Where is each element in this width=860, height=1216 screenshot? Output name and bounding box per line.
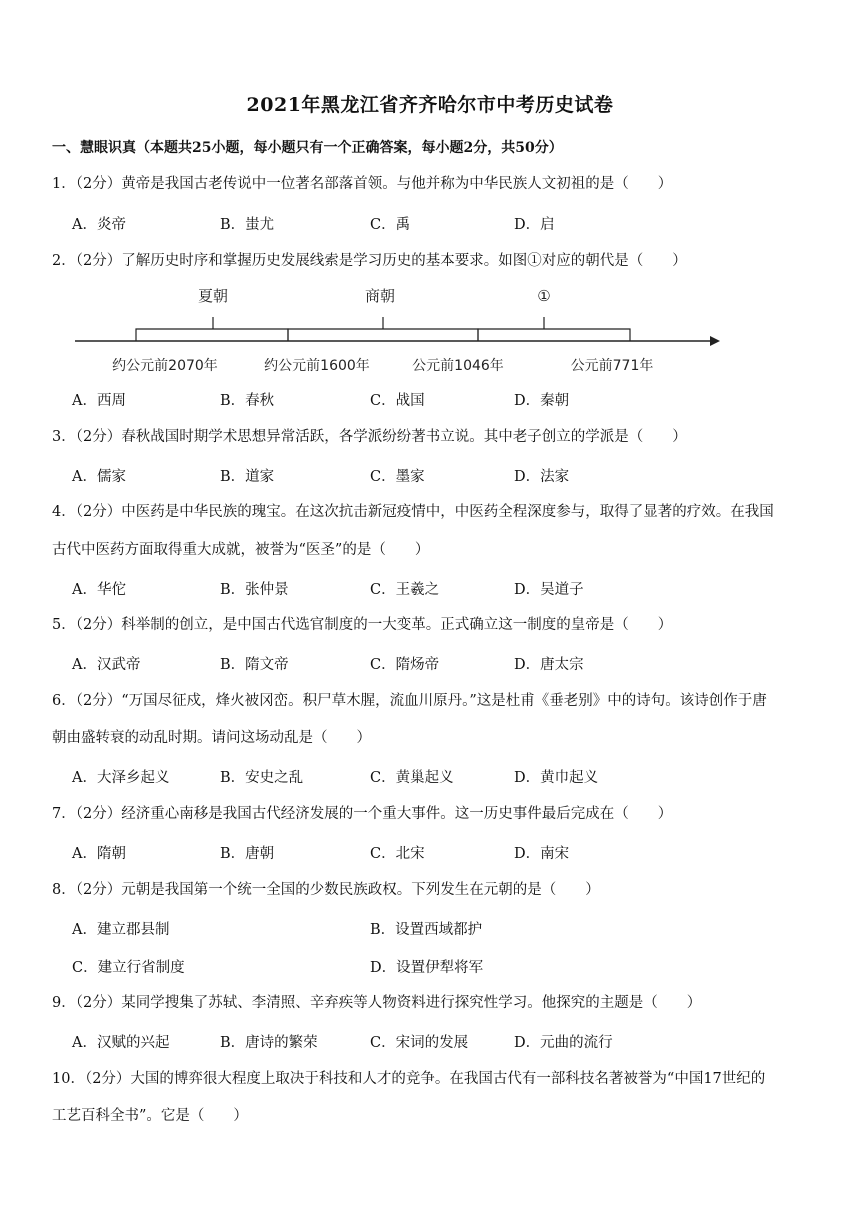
question-7: 7．（2分）经济重心南移是我国古代经济发展的一个重大事件。这一历史事件最后完成在（ ） — [52, 806, 673, 822]
options-4 — [72, 578, 812, 598]
option-b[interactable]: B．唐诗的繁荣 — [220, 1035, 318, 1051]
option-d[interactable]: D．秦朝 — [514, 393, 570, 409]
question-8: 8．（2分）元朝是我国第一个统一全国的少数民族政权。下列发生在元朝的是（ ） — [52, 882, 600, 898]
option-d[interactable]: D．元曲的流行 — [514, 1035, 613, 1051]
option-d[interactable]: D．南宋 — [514, 846, 570, 862]
option-c[interactable]: C．墨家 — [370, 469, 425, 485]
dynasty-timeline — [70, 283, 730, 378]
timeline-label-circled-1: ① — [537, 287, 551, 305]
options-9 — [72, 1031, 812, 1051]
question-6-line-2: 朝由盛转衰的动乱时期。请问这场动乱是（ ） — [52, 730, 371, 746]
option-d[interactable]: D．法家 — [514, 469, 570, 485]
option-a[interactable]: A．儒家 — [72, 469, 126, 485]
option-b[interactable]: B．隋文帝 — [220, 657, 289, 673]
options-3 — [72, 465, 812, 485]
options-1 — [72, 213, 812, 233]
question-4-line-2: 古代中医药方面取得重大成就，被誉为“医圣”的是（ ） — [52, 542, 430, 558]
question-1: 1．（2分）黄帝是我国古老传说中一位著名部落首领。与他并称为中华民族人文初祖的是（ ） — [52, 176, 673, 192]
option-d[interactable]: D．黄巾起义 — [514, 770, 599, 786]
question-10-line-2: 工艺百科全书”。它是（ ） — [52, 1108, 248, 1124]
question-3: 3．（2分）春秋战国时期学术思想异常活跃，各学派纷纷著书立说。其中老子创立的学派是（ ） — [52, 429, 687, 445]
option-b[interactable]: B．设置西域都护 — [370, 922, 483, 938]
option-b[interactable]: B．张仲景 — [220, 582, 289, 598]
question-4-line-1: 4．（2分）中医药是中华民族的瑰宝。在这次抗击新冠疫情中，中医药全程深度参与，取得了显著的疗效。在我国 — [52, 504, 774, 520]
option-b[interactable]: B．安史之乱 — [220, 770, 304, 786]
timeline-date-4: 公元前771年 — [570, 358, 654, 374]
option-a[interactable]: A．大泽乡起义 — [72, 770, 170, 786]
options-8-row-2 — [72, 956, 812, 976]
options-8-row-1 — [72, 918, 812, 938]
option-c[interactable]: C．隋炀帝 — [370, 657, 440, 673]
timeline-label-xia: 夏朝 — [197, 287, 229, 305]
question-9: 9．（2分）某同学搜集了苏轼、李清照、辛弃疾等人物资料进行探究性学习。他探究的主题是（ ） — [52, 995, 702, 1011]
timeline-date-2: 约公元前1600年 — [264, 358, 370, 374]
options-7 — [72, 842, 812, 862]
option-b[interactable]: B．蚩尤 — [220, 217, 275, 233]
option-c[interactable]: C．宋词的发展 — [370, 1035, 469, 1051]
question-6-line-1: 6．（2分）“万国尽征戍，烽火被冈峦。积尸草木腥，流血川原丹。”这是杜甫《垂老别》中的诗句。该诗创作于唐 — [52, 693, 767, 709]
timeline-label-shang: 商朝 — [364, 287, 396, 305]
timeline-diagram — [70, 283, 730, 378]
option-d[interactable]: D．设置伊犁将军 — [370, 960, 484, 976]
option-d[interactable]: D．启 — [514, 217, 555, 233]
option-a[interactable]: A．建立郡县制 — [72, 922, 170, 938]
option-b[interactable]: B．唐朝 — [220, 846, 275, 862]
options-5 — [72, 653, 812, 673]
option-b[interactable]: B．道家 — [220, 469, 275, 485]
timeline-arrow — [710, 336, 720, 346]
option-c[interactable]: C．北宋 — [370, 846, 425, 862]
option-a[interactable]: A．汉武帝 — [72, 657, 141, 673]
option-c[interactable]: C．禹 — [370, 217, 411, 233]
timeline-braces — [136, 317, 630, 341]
option-c[interactable]: C．战国 — [370, 393, 425, 409]
option-c[interactable]: C．王羲之 — [370, 582, 440, 598]
question-2: 2．（2分）了解历史时序和掌握历史发展线索是学习历史的基本要求。如图①对应的朝代是（ ） — [52, 253, 687, 269]
option-a[interactable]: A．隋朝 — [72, 846, 126, 862]
option-a[interactable]: A．华佗 — [72, 582, 126, 598]
option-a[interactable]: A．汉赋的兴起 — [72, 1035, 170, 1051]
options-6 — [72, 766, 812, 786]
question-10-line-1: 10．（2分）大国的博弈很大程度上取决于科技和人才的竞争。在我国古代有一部科技名著被誉为“中国17世纪的 — [52, 1071, 766, 1087]
option-c[interactable]: C．黄巢起义 — [370, 770, 454, 786]
option-c[interactable]: C．建立行省制度 — [72, 960, 185, 976]
option-d[interactable]: D．吴道子 — [514, 582, 584, 598]
option-a[interactable]: A．西周 — [72, 393, 126, 409]
section-heading: 一、慧眼识真（本题共25小题，每小题只有一个正确答案，每小题2分，共50分） — [52, 140, 563, 156]
option-d[interactable]: D．唐太宗 — [514, 657, 584, 673]
option-b[interactable]: B．春秋 — [220, 393, 275, 409]
timeline-date-3: 公元前1046年 — [412, 358, 504, 374]
option-a[interactable]: A．炎帝 — [72, 217, 126, 233]
timeline-date-1: 约公元前2070年 — [112, 358, 218, 374]
options-2 — [72, 389, 812, 409]
page-title: 2021年黑龙江省齐齐哈尔市中考历史试卷 — [246, 94, 614, 116]
question-5: 5．（2分）科举制的创立，是中国古代选官制度的一大变革。正式确立这一制度的皇帝是（ ） — [52, 617, 673, 633]
